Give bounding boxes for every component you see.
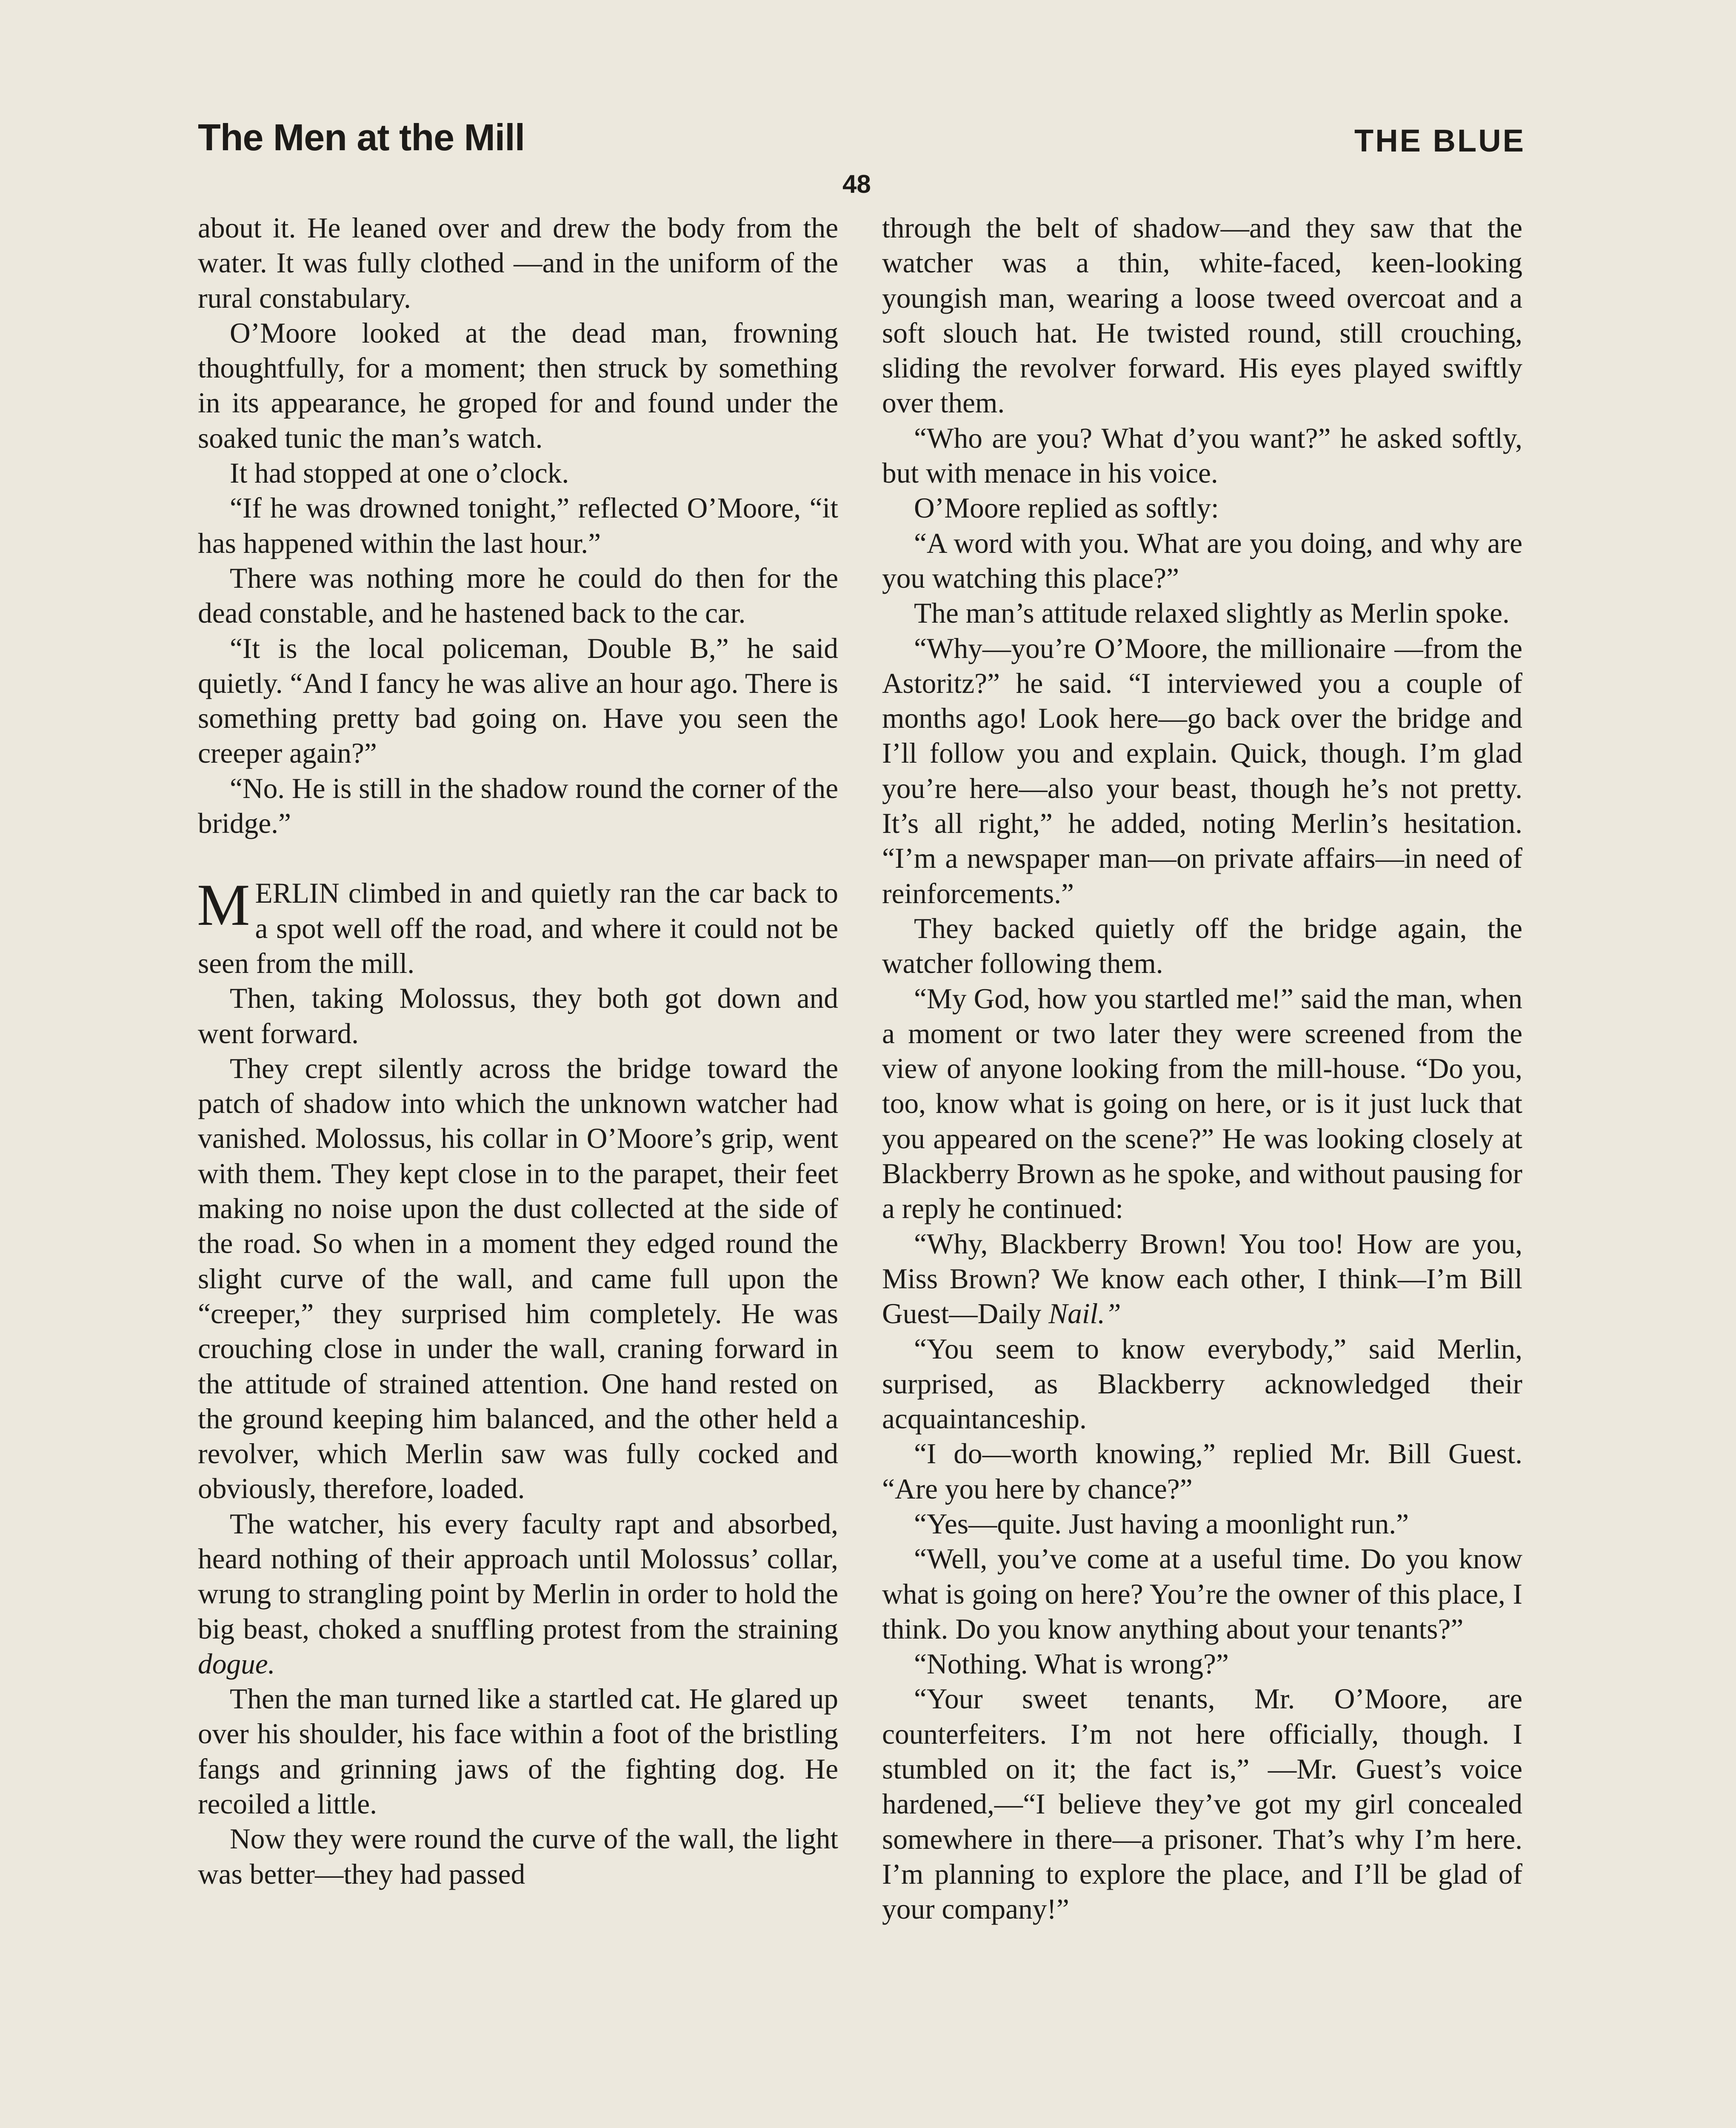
paragraph	[882, 1227, 1522, 1332]
paragraph: “Nothing. What is wrong?”	[914, 1648, 1229, 1680]
right-column	[882, 211, 1522, 1927]
paragraph: They crept silently across the bridge toward the patch of shadow into which the unknown watcher had vanished. Molossus, his collar in O’Moore’s grip, went with them. They kept close in to the parapet, their feet making no noise upon the dust collected at the side of the road. So when in a moment they edged round the slight curve of the wall, and came full upon the “creeper,” they surprised him completely. He was crouching close in under the wall, craning forward in the attitude of strained attention. One hand rested on the ground keeping him balanced, and the other held a revolver, which Merlin saw was fully cocked and obviously, therefore, loaded.	[198, 1052, 838, 1505]
paragraph: “Yes—quite. Just having a moonlight run.”	[914, 1507, 1409, 1540]
paragraph: “If he was drowned tonight,” reflected O’Moore, “it has happened within the last hour.”	[198, 492, 838, 559]
paragraph: It had stopped at one o’clock.	[230, 457, 569, 489]
paragraph: There was nothing more he could do then for the dead constable, and he hastened back to the car.	[198, 562, 838, 629]
paragraph-text: “Why, Blackberry Brown! You too! How are you, Miss Brown? We know each other, I think—I’m Bill Guest—Daily	[882, 1227, 1522, 1330]
paragraph: through the belt of shadow—and they saw that the watcher was a thin, white-faced, keen-looking youngish man, wearing a loose tweed overcoat and a soft slouch hat. He twisted round, still crouching, sliding the revolver forward. His eyes played swiftly over them.	[882, 212, 1522, 419]
paragraph: “Who are you? What d’you want?” he asked softly, but with menace in his voice.	[882, 422, 1522, 489]
paragraph: about it. He leaned over and drew the body from the water. It was fully clothed —and in the uniform of the rural constabulary.	[198, 212, 838, 314]
paragraph: “It is the local policeman, Double B,” he said quietly. “And I fancy he was alive an hour ago. There is something pretty bad going on. Have you seen the creeper again?”	[198, 632, 838, 769]
paragraph: O’Moore looked at the dead man, frowning thoughtfully, for a moment; then struck by something in its appearance, he groped for and found under the soaked tunic the man’s watch.	[198, 317, 838, 454]
paragraph: The man’s attitude relaxed slightly as Merlin spoke.	[914, 597, 1510, 629]
paragraph: Now they were round the curve of the wall, the light was better—they had passed	[198, 1823, 838, 1890]
page-number: 48	[842, 170, 871, 198]
section-opening-paragraph	[197, 872, 838, 981]
paragraph-text: climbed in and quietly ran the car back to a spot well off the road, and where it could not be seen from the mill.	[198, 877, 838, 979]
paragraph: “My God, how you startled me!” said the man, when a moment or two later they were screened from the view of anyone looking from the mill-house. “Do you, too, know what is going on here, or is it just luck that you appeared on the scene?” He was looking closely at Blackberry Brown as he spoke, and without pausing for a reply he continued:	[882, 982, 1522, 1225]
paragraph: “A word with you. What are you doing, and why are you watching this place?”	[882, 527, 1522, 594]
paragraph: “You seem to know everybody,” said Merlin, surprised, as Blackberry acknowledged their acquaintanceship.	[882, 1333, 1522, 1435]
magazine-name: THE BLUE	[1354, 123, 1525, 158]
paragraph: “Your sweet tenants, Mr. O’Moore, are counterfeiters. I’m not here officially, though. I stumbled on it; the fact is,” —Mr. Guest’s voice hardened,—“I believe they’ve got my girl concealed somewhere in there—a prisoner. That’s why I’m here. I’m planning to explore the place, and I’ll be glad of your company!”	[882, 1683, 1522, 1925]
left-column	[198, 211, 838, 1892]
paragraph-text: The watcher, his every faculty rapt and absorbed, heard nothing of their approach until Molossus’ collar, wrung to strangling point by Merlin in order to hold the big beast, choked a snuffling protest from the straining	[198, 1507, 838, 1645]
paragraph: Then the man turned like a startled cat. He glared up over his shoulder, his face within a foot of the bristling fangs and grinning jaws of the fighting dog. He recoiled a little.	[198, 1683, 838, 1820]
story-title: The Men at the Mill	[198, 116, 525, 158]
paragraph: They backed quietly off the bridge again, the watcher following them.	[882, 912, 1522, 980]
italic-word: Nail.”	[1048, 1298, 1121, 1330]
paragraph: “Well, you’ve come at a useful time. Do you know what is going on here? You’re the owner of this place, I think. Do you know anything about your tenants?”	[882, 1543, 1522, 1645]
section-break	[198, 841, 838, 876]
drop-cap: M	[197, 872, 250, 938]
paragraph: “Why—you’re O’Moore, the millionaire —from the Astoritz?” he said. “I interviewed you a couple of months ago! Look here—go back over the bridge and I’ll follow you and explain. Quick, though. I’m glad you’re here—also your beast, though he’s not pretty. It’s all right,” he added, noting Merlin’s hesitation. “I’m a newspaper man—on private affairs—in need of reinforcements.”	[882, 632, 1522, 910]
paragraph: O’Moore replied as softly:	[914, 492, 1219, 524]
italic-word: dogue.	[198, 1647, 275, 1680]
paragraph: “No. He is still in the shadow round the corner of the bridge.”	[198, 772, 838, 840]
paragraph	[198, 1507, 838, 1682]
paragraph: “I do—worth knowing,” replied Mr. Bill Guest. “Are you here by chance?”	[882, 1438, 1522, 1505]
paragraph: Then, taking Molossus, they both got down and went forward.	[198, 982, 838, 1050]
small-caps-lead: ERLIN	[255, 877, 340, 910]
